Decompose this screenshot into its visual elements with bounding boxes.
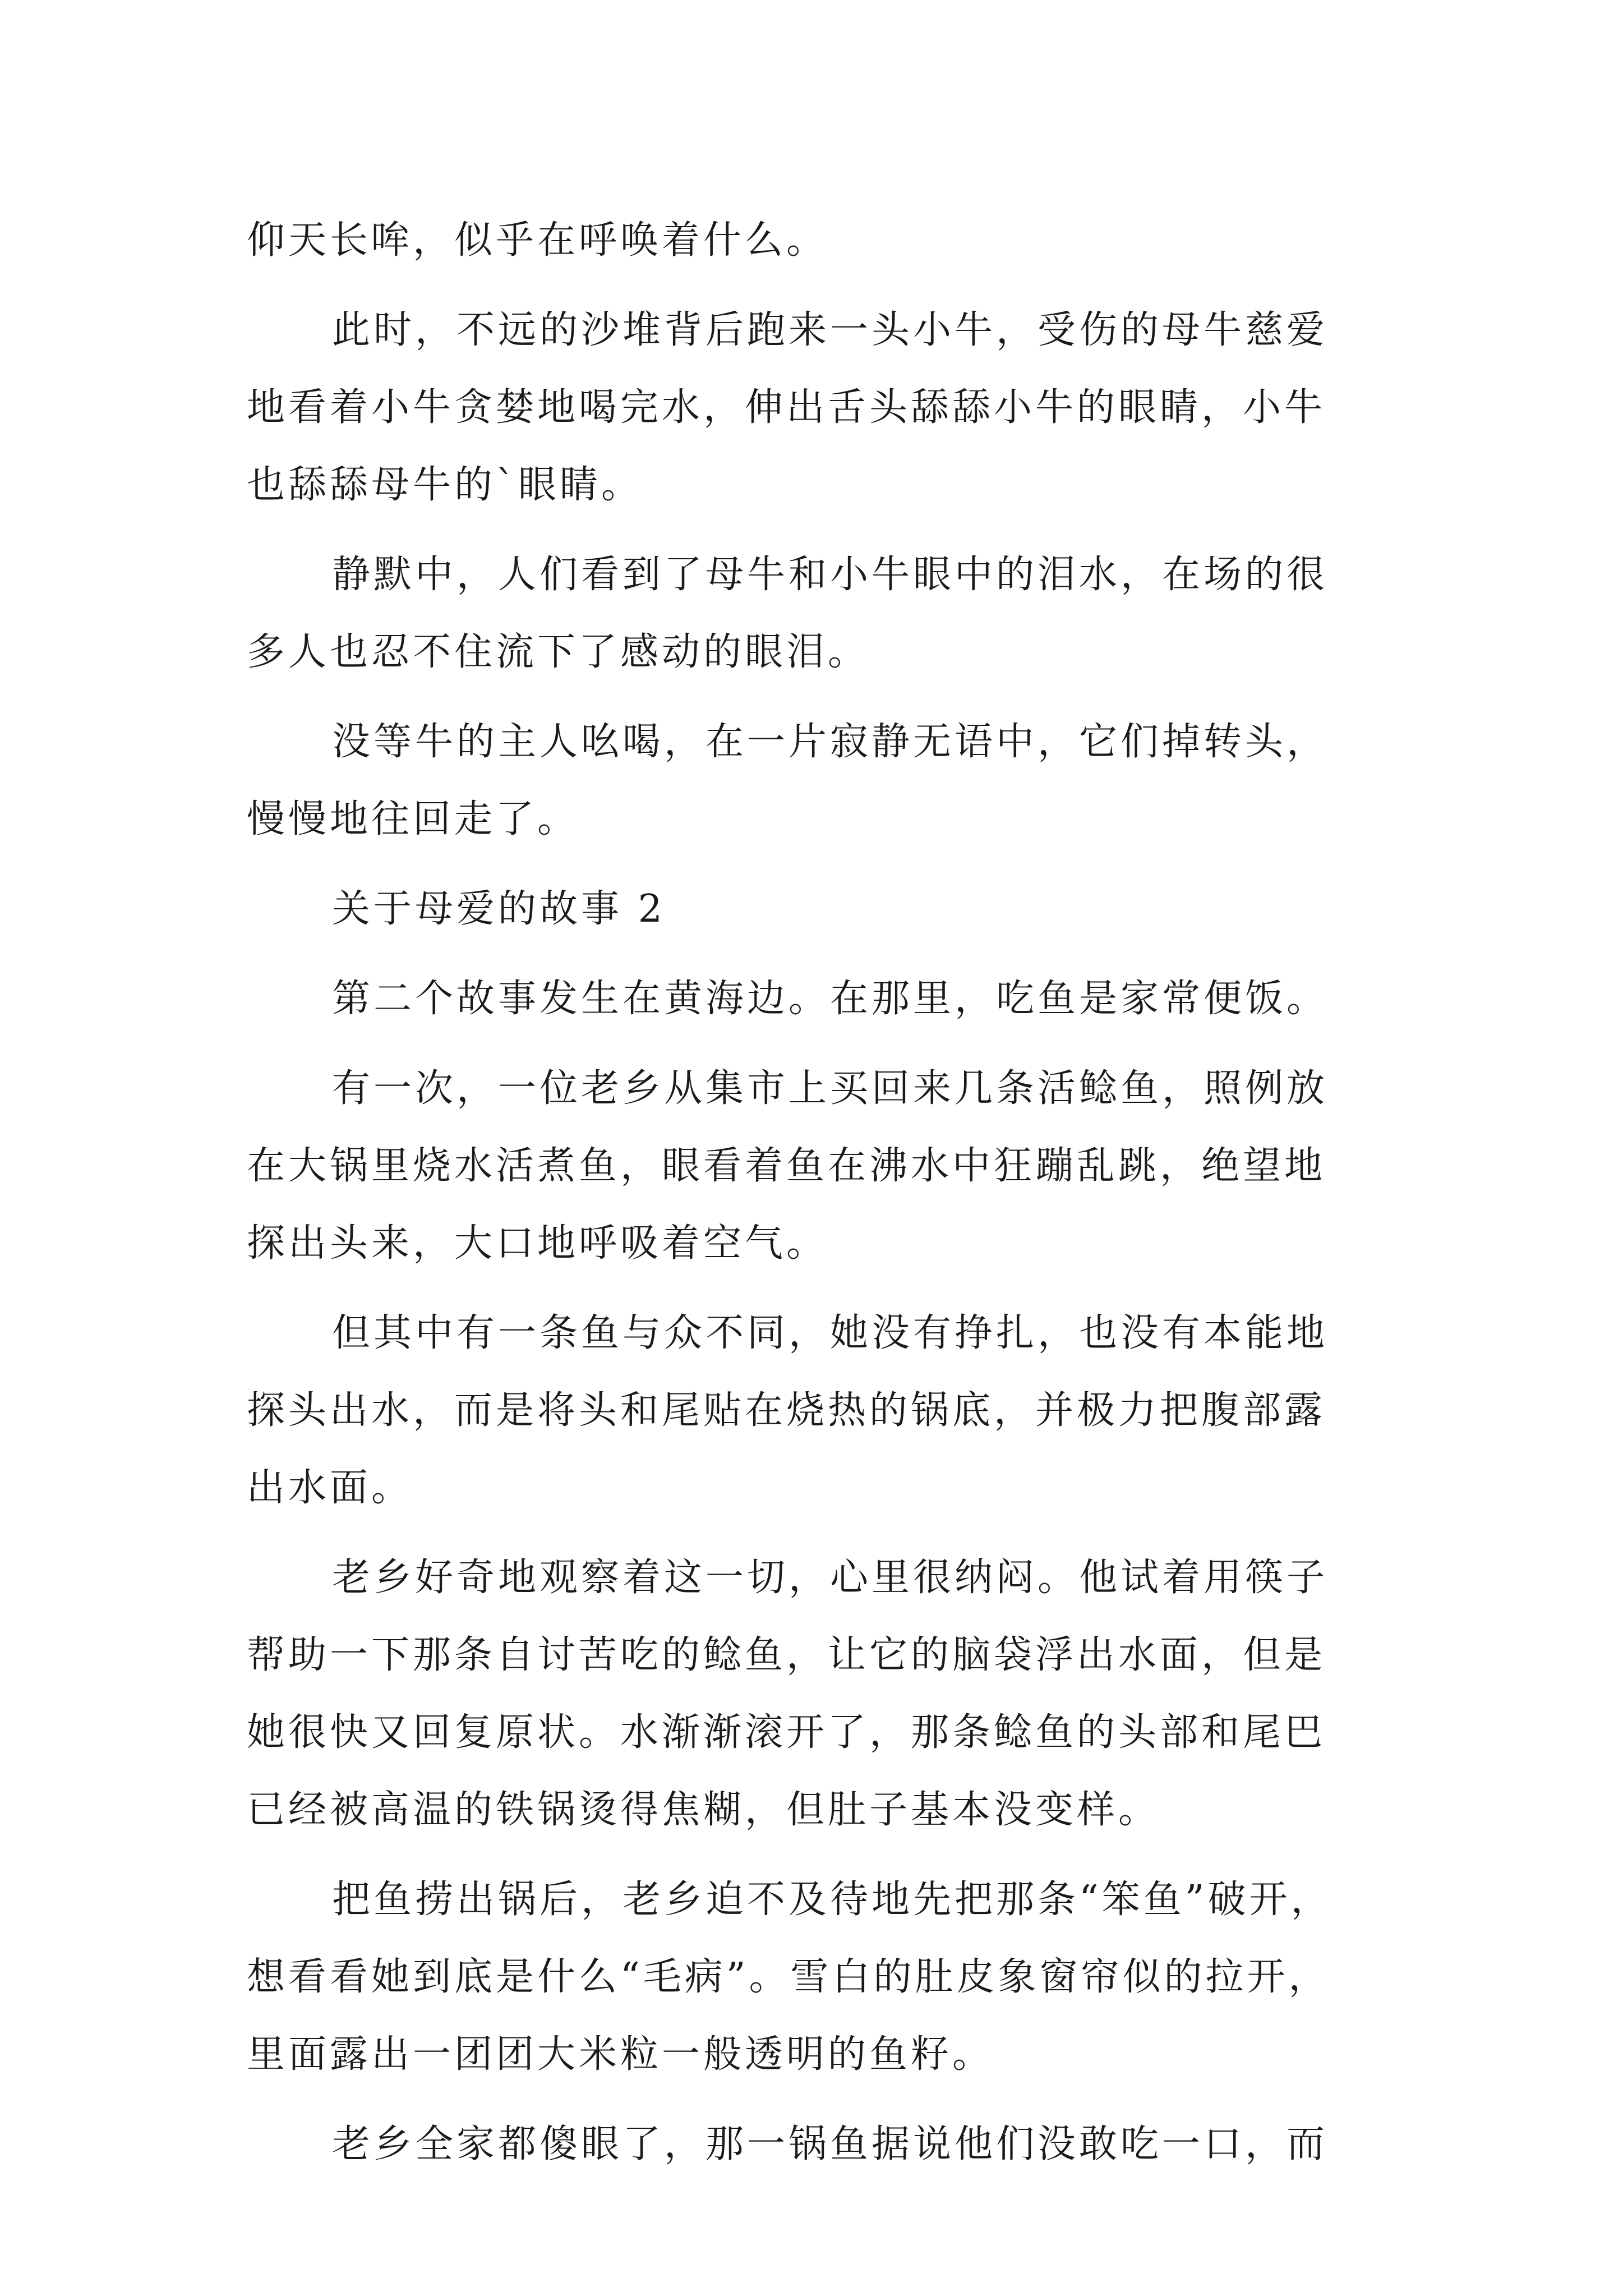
paragraph	[247, 202, 1391, 279]
text-line: 里面露出一团团大米粒一般透明的鱼籽。	[247, 2032, 994, 2077]
text-line: 已经被高温的铁锅烫得焦糊，但肚子基本没变样。	[247, 1788, 1160, 1832]
paragraph	[247, 1295, 1391, 1527]
text-line: 此时，不远的沙堆背后跑来一头小牛，受伤的母牛慈爱	[332, 308, 1329, 352]
paragraph	[247, 703, 1391, 858]
text-line: 她很快又回复原状。水渐渐滚开了，那条鲶鱼的头部和尾巴	[247, 1710, 1326, 1755]
text-line: 在大锅里烧水活煮鱼，眼看着鱼在沸水中狂蹦乱跳，绝望地	[247, 1144, 1326, 1188]
paragraph	[247, 292, 1391, 524]
text-line: 老乡全家都傻眼了，那一锅鱼据说他们没敢吃一口，而	[332, 2122, 1329, 2166]
document-body	[247, 202, 1391, 2183]
text-line: 静默中，人们看到了母牛和小牛眼中的泪水，在场的很	[332, 553, 1329, 597]
text-line: 探头出水，而是将头和尾贴在烧热的锅底，并极力把腹部露	[247, 1388, 1326, 1433]
paragraph	[247, 536, 1391, 691]
text-line: 把鱼捞出锅后，老乡迫不及待地先把那条“笨鱼”破开，	[332, 1878, 1332, 1922]
heading-text: 关于母爱的故事 2	[332, 887, 666, 931]
text-line: 地看着小牛贪婪地喝完水，伸出舌头舔舔小牛的眼睛，小牛	[247, 385, 1326, 430]
text-line: 没等牛的主人吆喝，在一片寂静无语中，它们掉转头，	[332, 720, 1329, 764]
text-line: 仰天长哞，似乎在呼唤着什么。	[247, 218, 828, 263]
text-line: 多人也忍不住流下了感动的眼泪。	[247, 630, 870, 674]
text-line: 帮助一下那条自讨苦吃的鲶鱼，让它的脑袋浮出水面，但是	[247, 1633, 1326, 1677]
paragraph	[247, 1050, 1391, 1282]
text-line: 有一次，一位老乡从集市上买回来几条活鲶鱼，照例放	[332, 1066, 1329, 1111]
text-line: 也舔舔母牛的`眼睛。	[247, 463, 643, 507]
paragraph	[247, 960, 1391, 1038]
section-heading	[247, 871, 1391, 948]
text-line: 第二个故事发生在黄海边。在那里，吃鱼是家常便饭。	[332, 977, 1329, 1021]
paragraph	[247, 1861, 1391, 2093]
text-line: 慢慢地往回走了。	[247, 797, 579, 841]
paragraph	[247, 1539, 1391, 1849]
paragraph	[247, 2106, 1391, 2183]
text-line: 出水面。	[247, 1466, 413, 1510]
text-line: 探出头来，大口地呼吸着空气。	[247, 1221, 828, 1266]
text-line: 老乡好奇地观察着这一切，心里很纳闷。他试着用筷子	[332, 1556, 1329, 1600]
text-line: 但其中有一条鱼与众不同，她没有挣扎，也没有本能地	[332, 1311, 1329, 1355]
text-line: 想看看她到底是什么“毛病”。雪白的肚皮象窗帘似的拉开，	[247, 1955, 1330, 1999]
